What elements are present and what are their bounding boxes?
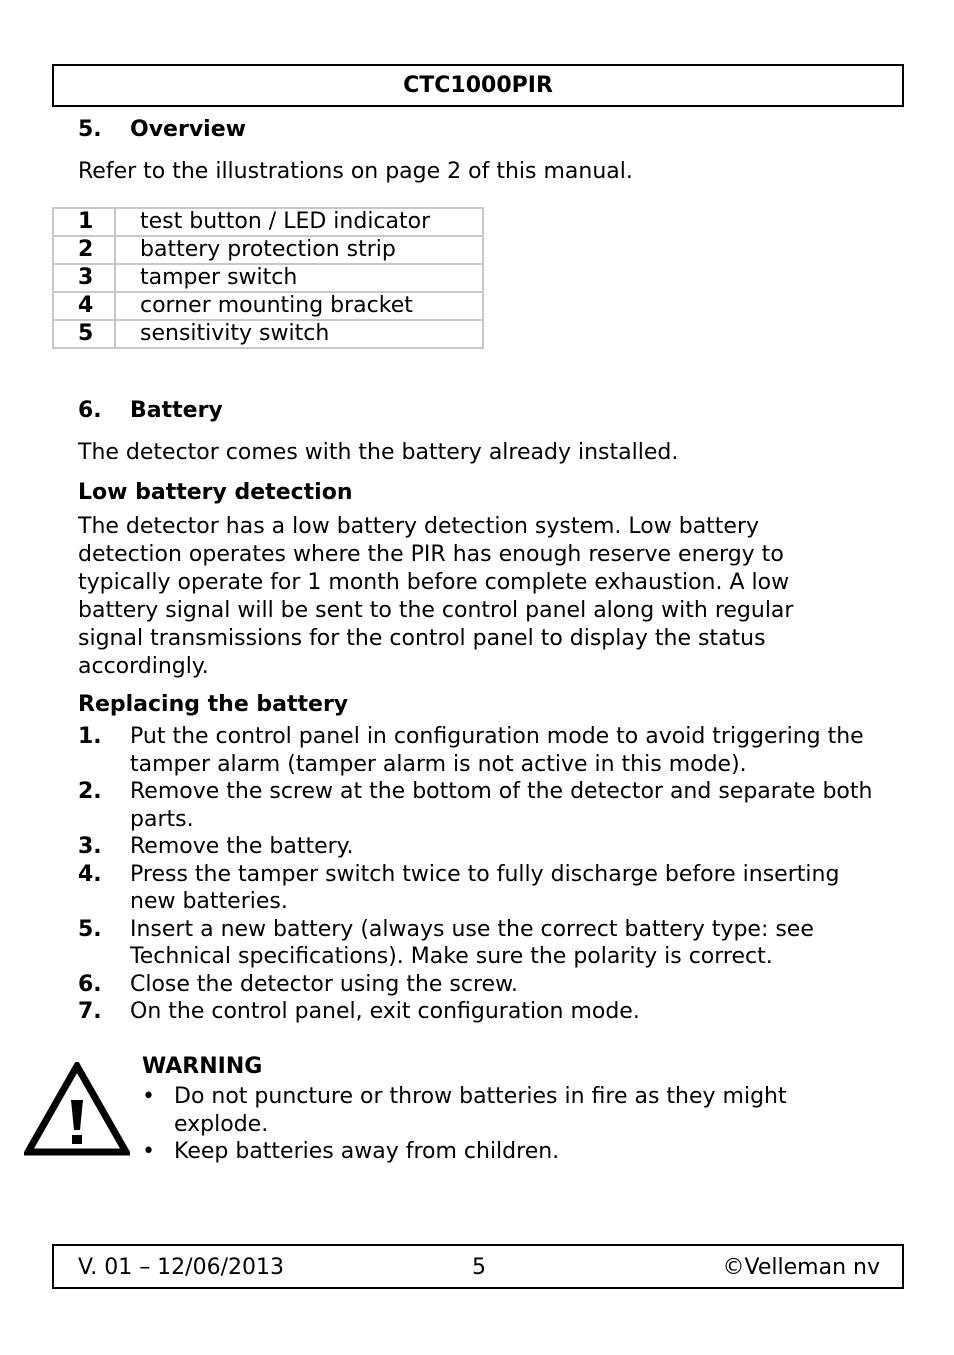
step-number: 4. bbox=[78, 861, 102, 887]
part-number: 3 bbox=[53, 264, 115, 292]
page-header bbox=[52, 64, 904, 107]
step-text: Remove the screw at the bottom of the detector and separate both parts. bbox=[130, 779, 873, 832]
step-number: 3. bbox=[78, 834, 102, 859]
list-item bbox=[142, 1138, 862, 1166]
step-number: 1. bbox=[78, 724, 102, 749]
list-item bbox=[78, 998, 878, 1026]
copyright-label: ©Velleman nv bbox=[722, 1255, 880, 1280]
step-number: 5. bbox=[78, 916, 102, 942]
part-label: battery protection strip bbox=[115, 236, 483, 264]
part-label: sensitivity switch bbox=[115, 320, 483, 348]
part-label: corner mounting bracket bbox=[115, 292, 483, 320]
step-number: 2. bbox=[78, 779, 102, 804]
warning-list bbox=[142, 1083, 862, 1166]
paragraph-line: typically operate for 1 month before complete exhaustion. A low bbox=[78, 570, 790, 595]
list-item bbox=[78, 861, 878, 916]
paragraph-line: accordingly. bbox=[78, 654, 209, 679]
parts-table-row bbox=[53, 320, 483, 348]
paragraph-line: signal transmissions for the control panel to display the status bbox=[78, 626, 766, 651]
step-text: Put the control panel in configuration mode to avoid triggering the tamper alarm (tamper alarm is not active in this mode). bbox=[130, 724, 864, 777]
section-number: 5. bbox=[78, 117, 102, 142]
warning-title: WARNING bbox=[142, 1054, 263, 1079]
low-battery-heading: Low battery detection bbox=[78, 480, 353, 505]
replacement-steps-list bbox=[78, 723, 878, 1026]
version-label: V. 01 – 12/06/2013 bbox=[78, 1255, 284, 1280]
part-number: 4 bbox=[53, 292, 115, 320]
paragraph-line: The detector has a low battery detection system. Low battery bbox=[78, 514, 760, 539]
section-title: Battery bbox=[130, 398, 223, 423]
paragraph-line: detection operates where the PIR has enough reserve energy to bbox=[78, 542, 784, 567]
page-number: 5 bbox=[472, 1255, 486, 1280]
parts-table-row bbox=[53, 208, 483, 236]
list-item bbox=[78, 778, 878, 833]
parts-table bbox=[52, 207, 484, 349]
battery-intro: The detector comes with the battery already installed. bbox=[78, 440, 679, 465]
step-text: Press the tamper switch twice to fully discharge before inserting new batteries. bbox=[130, 861, 840, 914]
step-text: On the control panel, exit configuration mode. bbox=[130, 999, 640, 1024]
part-number: 2 bbox=[53, 236, 115, 264]
step-number: 7. bbox=[78, 999, 102, 1024]
warning-triangle-icon bbox=[24, 1062, 130, 1158]
step-number: 6. bbox=[78, 971, 102, 997]
step-text: Remove the battery. bbox=[130, 834, 354, 859]
overview-intro: Refer to the illustrations on page 2 of this manual. bbox=[78, 159, 633, 184]
list-item bbox=[78, 833, 878, 861]
bullet-icon: • bbox=[142, 1084, 155, 1109]
step-text: Close the detector using the screw. bbox=[130, 971, 519, 997]
warning-text: Do not puncture or throw batteries in fire as they might explode. bbox=[174, 1084, 787, 1137]
page-footer bbox=[52, 1244, 904, 1289]
section-heading-overview bbox=[78, 117, 246, 142]
list-item bbox=[78, 723, 878, 778]
list-item bbox=[78, 971, 878, 999]
paragraph-line: battery signal will be sent to the control panel along with regular bbox=[78, 598, 794, 623]
warning-text: Keep batteries away from children. bbox=[174, 1139, 560, 1164]
parts-table-row bbox=[53, 264, 483, 292]
part-label: tamper switch bbox=[115, 264, 483, 292]
list-item bbox=[142, 1083, 862, 1138]
section-heading-battery bbox=[78, 398, 223, 423]
bullet-icon: • bbox=[142, 1139, 155, 1164]
list-item bbox=[78, 916, 878, 971]
part-label: test button / LED indicator bbox=[115, 208, 483, 236]
parts-table-row bbox=[53, 236, 483, 264]
part-number: 5 bbox=[53, 320, 115, 348]
model-title: CTC1000PIR bbox=[403, 73, 553, 98]
parts-table-row bbox=[53, 292, 483, 320]
section-title: Overview bbox=[130, 117, 246, 142]
step-text: Insert a new battery (always use the correct battery type: see Technical specifications). Make sure the polarity is correct. bbox=[130, 916, 814, 969]
part-number: 1 bbox=[53, 208, 115, 236]
section-number: 6. bbox=[78, 398, 102, 423]
low-battery-paragraph bbox=[78, 513, 878, 681]
replacing-battery-heading: Replacing the battery bbox=[78, 692, 349, 717]
